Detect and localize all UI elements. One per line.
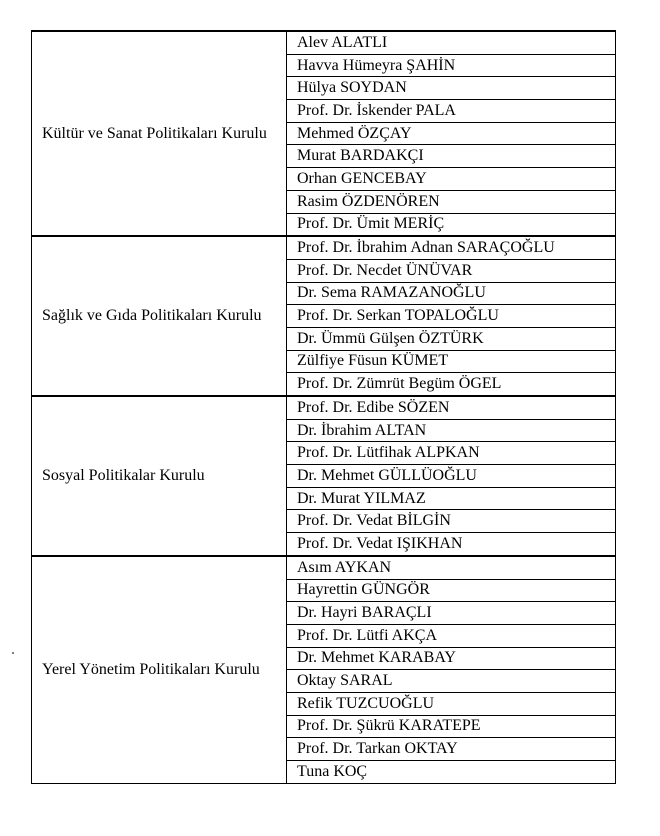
council-name-cell: Yerel Yönetim Politikaları Kurulu <box>32 556 287 783</box>
table-row <box>32 31 616 54</box>
member-name-cell: Mehmed ÖZÇAY <box>287 122 616 145</box>
member-name-cell: Prof. Dr. İbrahim Adnan SARAÇOĞLU <box>287 236 616 259</box>
table-row <box>32 396 616 419</box>
member-name-cell: Prof. Dr. Edibe SÖZEN <box>287 396 616 419</box>
member-name-cell: Prof. Dr. Lütfihak ALPKAN <box>287 442 616 465</box>
table-row <box>32 556 616 579</box>
stray-dot-mark <box>12 652 14 654</box>
council-name-cell: Sağlık ve Gıda Politikaları Kurulu <box>32 236 287 396</box>
member-name-cell: Tuna KOÇ <box>287 761 616 784</box>
member-name-cell: Dr. Mehmet KARABAY <box>287 647 616 670</box>
member-name-cell: Dr. Sema RAMAZANOĞLU <box>287 282 616 305</box>
member-name-cell: Dr. Hayri BARAÇLI <box>287 602 616 625</box>
council-members-table <box>31 30 616 784</box>
member-name-cell: Prof. Dr. Lütfi AKÇA <box>287 624 616 647</box>
member-name-cell: Refik TUZCUOĞLU <box>287 692 616 715</box>
member-name-cell: Murat BARDAKÇI <box>287 145 616 168</box>
member-name-cell: Alev ALATLI <box>287 31 616 54</box>
member-name-cell: Dr. Mehmet GÜLLÜOĞLU <box>287 465 616 488</box>
member-name-cell: Dr. Ümmü Gülşen ÖZTÜRK <box>287 327 616 350</box>
council-name-cell: Kültür ve Sanat Politikaları Kurulu <box>32 31 287 236</box>
member-name-cell: Hayrettin GÜNGÖR <box>287 579 616 602</box>
member-name-cell: Dr. Murat YILMAZ <box>287 487 616 510</box>
member-name-cell: Prof. Dr. Vedat BİLGİN <box>287 510 616 533</box>
member-name-cell: Prof. Dr. Vedat IŞIKHAN <box>287 533 616 556</box>
member-name-cell: Rasim ÖZDENÖREN <box>287 190 616 213</box>
table-body <box>32 31 616 783</box>
member-name-cell: Prof. Dr. Serkan TOPALOĞLU <box>287 305 616 328</box>
member-name-cell: Prof. Dr. Tarkan OKTAY <box>287 738 616 761</box>
council-name-cell: Sosyal Politikalar Kurulu <box>32 396 287 556</box>
member-name-cell: Prof. Dr. Ümit MERİÇ <box>287 213 616 236</box>
member-name-cell: Prof. Dr. Necdet ÜNÜVAR <box>287 259 616 282</box>
member-name-cell: Prof. Dr. Şükrü KARATEPE <box>287 715 616 738</box>
member-name-cell: Asım AYKAN <box>287 556 616 579</box>
member-name-cell: Orhan GENCEBAY <box>287 168 616 191</box>
member-name-cell: Zülfiye Füsun KÜMET <box>287 350 616 373</box>
table-row <box>32 236 616 259</box>
member-name-cell: Prof. Dr. İskender PALA <box>287 100 616 123</box>
member-name-cell: Oktay SARAL <box>287 670 616 693</box>
member-name-cell: Havva Hümeyra ŞAHİN <box>287 54 616 77</box>
member-name-cell: Prof. Dr. Zümrüt Begüm ÖGEL <box>287 373 616 396</box>
member-name-cell: Dr. İbrahim ALTAN <box>287 419 616 442</box>
member-name-cell: Hülya SOYDAN <box>287 77 616 100</box>
